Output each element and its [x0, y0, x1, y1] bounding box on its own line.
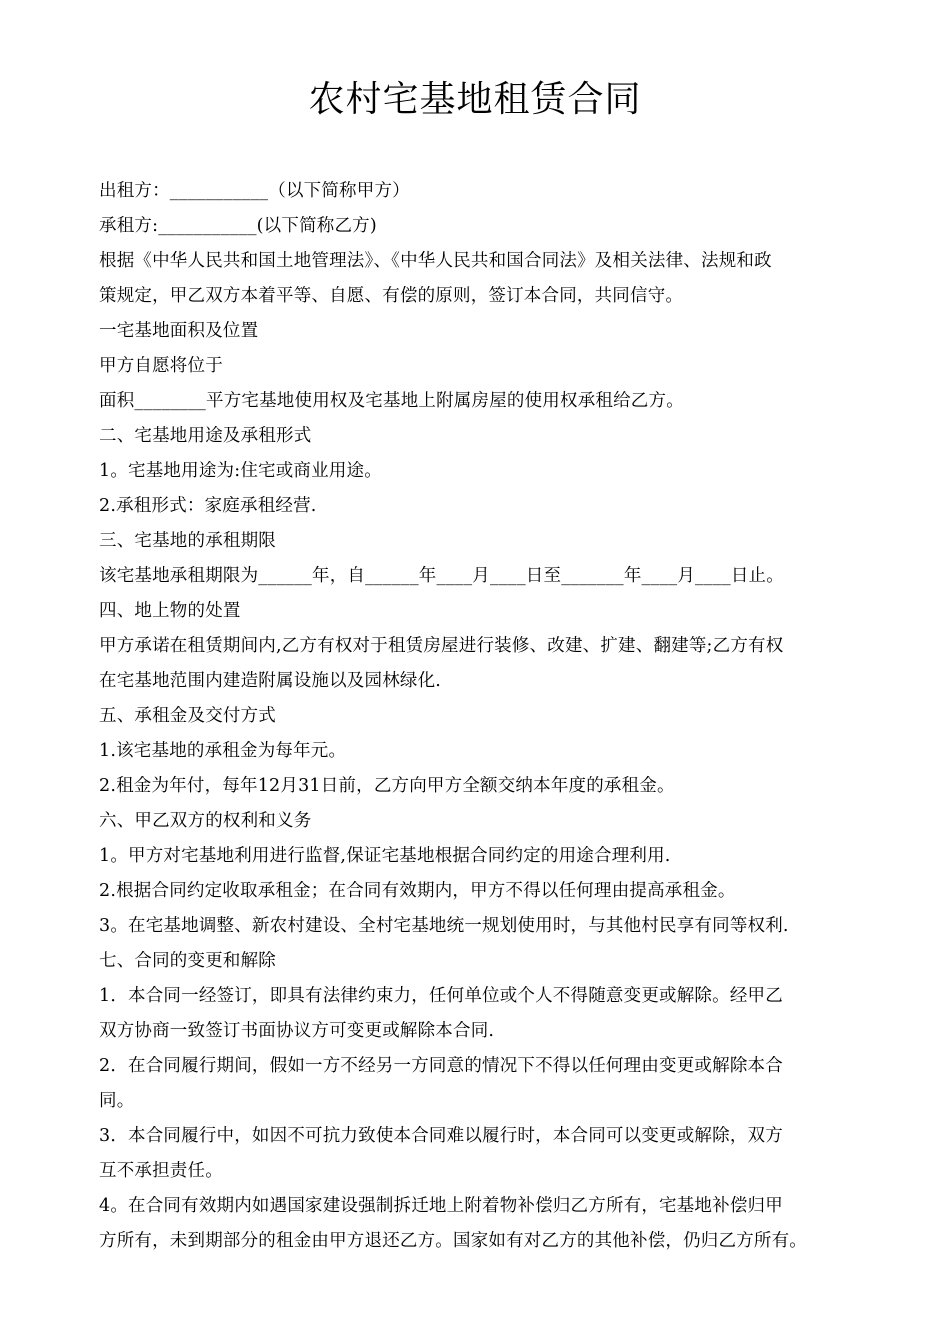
- text-line: 1.该宅基地的承租金为每年元。: [99, 741, 347, 761]
- text-line: 3．本合同履行中，如因不可抗力致使本合同难以履行时，本合同可以变更或解除，双方: [99, 1126, 783, 1146]
- text-line: 1。甲方对宅基地利用进行监督,保证宅基地根据合同约定的用途合理利用.: [99, 846, 671, 866]
- section-heading: 四、地上物的处置: [99, 601, 241, 621]
- text-line: 方所有，未到期部分的租金由甲方退还乙方。国家如有对乙方的其他补偿，仍归乙方所有。: [99, 1231, 807, 1251]
- text-line: 2.根据合同约定收取承租金；在合同有效期内，甲方不得以任何理由提高承租金。: [99, 881, 736, 901]
- text-line: 该宅基地承租期限为______年，自______年____月____日至_______年____月____日止。: [99, 566, 784, 586]
- text-line: 面积________平方宅基地使用权及宅基地上附属房屋的使用权承租给乙方。: [99, 391, 684, 411]
- text-line: 在宅基地范围内建造附属设施以及园林绿化.: [99, 671, 442, 691]
- document-body: [99, 174, 859, 1259]
- text-line: 4。在合同有效期内如遇国家建设强制拆迁地上附着物补偿归乙方所有，宅基地补偿归甲: [99, 1196, 783, 1216]
- text-line: 互不承担责任。: [99, 1161, 223, 1181]
- text-line: 承租方:___________(以下简称乙方): [99, 216, 377, 236]
- text-line: 3。在宅基地调整、新农村建设、全村宅基地统一规划使用时，与其他村民享有同等权利.: [99, 916, 789, 936]
- text-line: 1。宅基地用途为:住宅或商业用途。: [99, 461, 382, 481]
- text-line: 出租方：___________（以下简称甲方）: [99, 181, 410, 201]
- text-line: 同。: [99, 1091, 135, 1111]
- section-heading: 三、宅基地的承租期限: [99, 531, 276, 551]
- text-line: 根据《中华人民共和国土地管理法》、《中华人民共和国合同法》及相关法律、法规和政: [99, 251, 772, 271]
- section-heading: 一宅基地面积及位置: [99, 321, 259, 341]
- document-title: 农村宅基地租赁合同: [308, 79, 642, 120]
- text-line: 2.租金为年付，每年12月31日前，乙方向甲方全额交纳本年度的承租金。: [99, 776, 675, 796]
- text-line: 2.承租形式：家庭承租经营.: [99, 496, 317, 516]
- text-line: 甲方自愿将位于: [99, 356, 223, 376]
- section-heading: 六、甲乙双方的权利和义务: [99, 811, 312, 831]
- text-line: 策规定，甲乙双方本着平等、自愿、有偿的原则，签订本合同，共同信守。: [99, 286, 684, 306]
- text-line: 2．在合同履行期间，假如一方不经另一方同意的情况下不得以任何理由变更或解除本合: [99, 1056, 783, 1076]
- text-line: 1．本合同一经签订，即具有法律约束力，任何单位或个人不得随意变更或解除。经甲乙: [99, 986, 783, 1006]
- section-heading: 七、合同的变更和解除: [99, 951, 276, 971]
- text-line: 双方协商一致签订书面协议方可变更或解除本合同.: [99, 1021, 495, 1041]
- section-heading: 二、宅基地用途及承租形式: [99, 426, 312, 446]
- text-line: 甲方承诺在租赁期间内,乙方有权对于租赁房屋进行装修、改建、扩建、翻建等;乙方有权: [99, 636, 784, 656]
- section-heading: 五、承租金及交付方式: [99, 706, 276, 726]
